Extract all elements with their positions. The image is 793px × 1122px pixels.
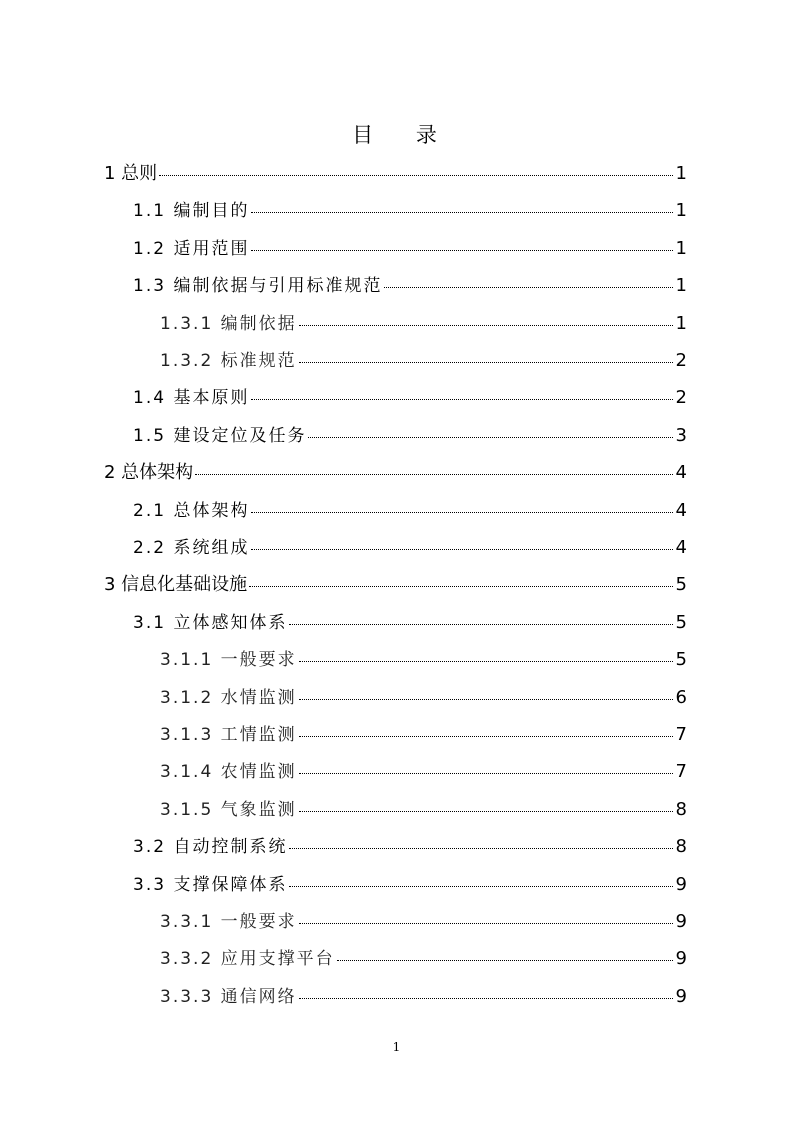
toc-entry-line [0,496,793,521]
toc-entry-label: 3.3.1 一般要求 [160,912,297,932]
toc-entry[interactable] [0,826,793,863]
toc-entry-page: 2 [675,387,687,409]
toc-entry-line [0,234,793,259]
toc-entry-label: 3 信息化基础设施 [104,573,248,595]
toc-entry[interactable] [0,714,793,751]
toc-entry-line [0,608,793,633]
toc-entry[interactable] [0,228,793,265]
toc-entry-line [0,832,793,857]
toc-entry-page: 1 [675,275,687,297]
toc-entry[interactable] [0,490,793,527]
toc-entry[interactable] [0,415,793,452]
dot-leader [384,287,673,288]
toc-entry-page: 8 [675,836,687,858]
toc-entry-page: 7 [675,761,687,783]
toc-entry-label: 1.5 建设定位及任务 [133,425,307,446]
toc-entry-page: 5 [675,573,687,595]
dot-leader [251,399,673,400]
toc-entry-label: 1.4 基本原则 [133,388,250,409]
toc-entry[interactable] [0,976,793,1013]
dot-leader [299,362,673,363]
dot-leader [299,773,673,774]
toc-entry-page: 7 [675,724,687,745]
toc-entry[interactable] [0,751,793,788]
dot-leader [251,212,673,213]
dot-leader [299,661,673,662]
toc-entry-line [0,720,793,745]
toc-entry-page: 8 [675,798,687,820]
toc-entry[interactable] [0,452,793,489]
dot-leader [299,736,673,737]
toc-entry[interactable] [0,340,793,377]
toc-entry[interactable] [0,564,793,601]
page-number: 1 [392,1040,401,1054]
toc-entry-page: 6 [675,686,687,708]
toc-entry[interactable] [0,602,793,639]
toc-entry[interactable] [0,190,793,227]
toc-entry-page: 5 [675,649,687,671]
toc-entry-line [0,944,793,969]
toc-entry-label: 3.3.3 通信网络 [160,986,297,1007]
toc-entry[interactable] [0,303,793,340]
toc-entry-line [0,458,793,484]
toc-entry-page: 9 [675,911,687,932]
toc-entry-label: 3.1 立体感知体系 [133,612,288,633]
toc-entry-page: 9 [675,985,687,1007]
toc-entry-label: 3.3 支撑保障体系 [133,874,288,895]
toc-entry-line [0,795,793,820]
toc-entry-label: 2.1 总体架构 [133,500,250,521]
dot-leader [251,549,673,550]
toc-entry[interactable] [0,677,793,714]
toc-entry[interactable] [0,265,793,302]
toc-entry-line [0,907,793,932]
toc-entry[interactable] [0,377,793,414]
toc-entry-line [0,159,793,185]
toc-entry-label: 3.3.2 应用支撑平台 [160,949,335,970]
toc-entry-line [0,383,793,408]
toc-entry-label: 3.1.2 水情监测 [160,687,297,708]
toc-entry-label: 2 总体架构 [104,461,194,483]
dot-leader [299,923,673,924]
toc-entry[interactable] [0,864,793,901]
dot-leader [337,960,673,961]
toc-entry-label: 1.3.2 标准规范 [160,351,297,371]
toc-entry-label: 1.2 适用范围 [133,238,250,259]
toc-entry-page: 9 [675,948,687,970]
dot-leader [251,250,673,251]
toc-entry[interactable] [0,789,793,826]
toc-entry-line [0,533,793,558]
toc-title: 目 录 [352,123,455,147]
toc-entry[interactable] [0,901,793,938]
toc-entry-line [0,271,793,296]
toc-entry-line [0,196,793,221]
toc-entry-page: 5 [675,611,687,633]
toc-entry[interactable] [0,639,793,676]
dot-leader [289,886,673,887]
toc-entry-line [0,346,793,371]
dot-leader [159,175,673,176]
toc-entry-label: 2.2 系统组成 [133,538,250,558]
toc-entry-line [0,421,793,446]
toc-entry-page: 1 [675,200,687,222]
toc-entry-line [0,870,793,895]
dot-leader [289,848,673,849]
toc-entry-label: 1.1 编制目的 [133,201,250,222]
dot-leader [249,586,673,587]
toc-entry-line [0,309,793,334]
toc-entry-label: 3.1.5 气象监测 [160,799,297,820]
toc-entry-label: 1 总则 [104,162,158,184]
toc-entry-line [0,982,793,1007]
toc-entry-page: 1 [675,237,687,259]
dot-leader [251,512,673,513]
dot-leader [299,998,673,999]
toc-entry[interactable] [0,938,793,975]
toc-entry-page: 4 [675,537,687,558]
toc-entry-line [0,757,793,782]
toc-entry-label: 1.3 编制依据与引用标准规范 [133,276,383,297]
dot-leader [299,699,673,700]
toc-entry-page: 1 [675,162,687,184]
toc-entry-label: 3.2 自动控制系统 [133,837,288,858]
toc-entry-line [0,683,793,708]
toc-entry[interactable] [0,153,793,190]
dot-leader [289,624,673,625]
toc-entry-page: 3 [675,424,687,446]
toc-entry-page: 4 [675,499,687,521]
dot-leader [299,325,673,326]
toc-entry-page: 2 [675,350,687,371]
toc-entry-label: 3.1.3 工情监测 [160,725,297,745]
toc-entry-page: 4 [675,461,687,483]
dot-leader [299,811,673,812]
dot-leader [308,437,673,438]
toc-entry-label: 1.3.1 编制依据 [160,313,297,334]
toc-entry-line [0,570,793,596]
dot-leader [195,474,673,475]
toc-entry-label: 3.1.4 农情监测 [160,762,297,783]
toc-entry-line [0,645,793,670]
toc-entry-page: 9 [675,873,687,895]
toc-entry[interactable] [0,527,793,564]
toc-entry-page: 1 [675,312,687,334]
toc-entry-label: 3.1.1 一般要求 [160,650,297,671]
